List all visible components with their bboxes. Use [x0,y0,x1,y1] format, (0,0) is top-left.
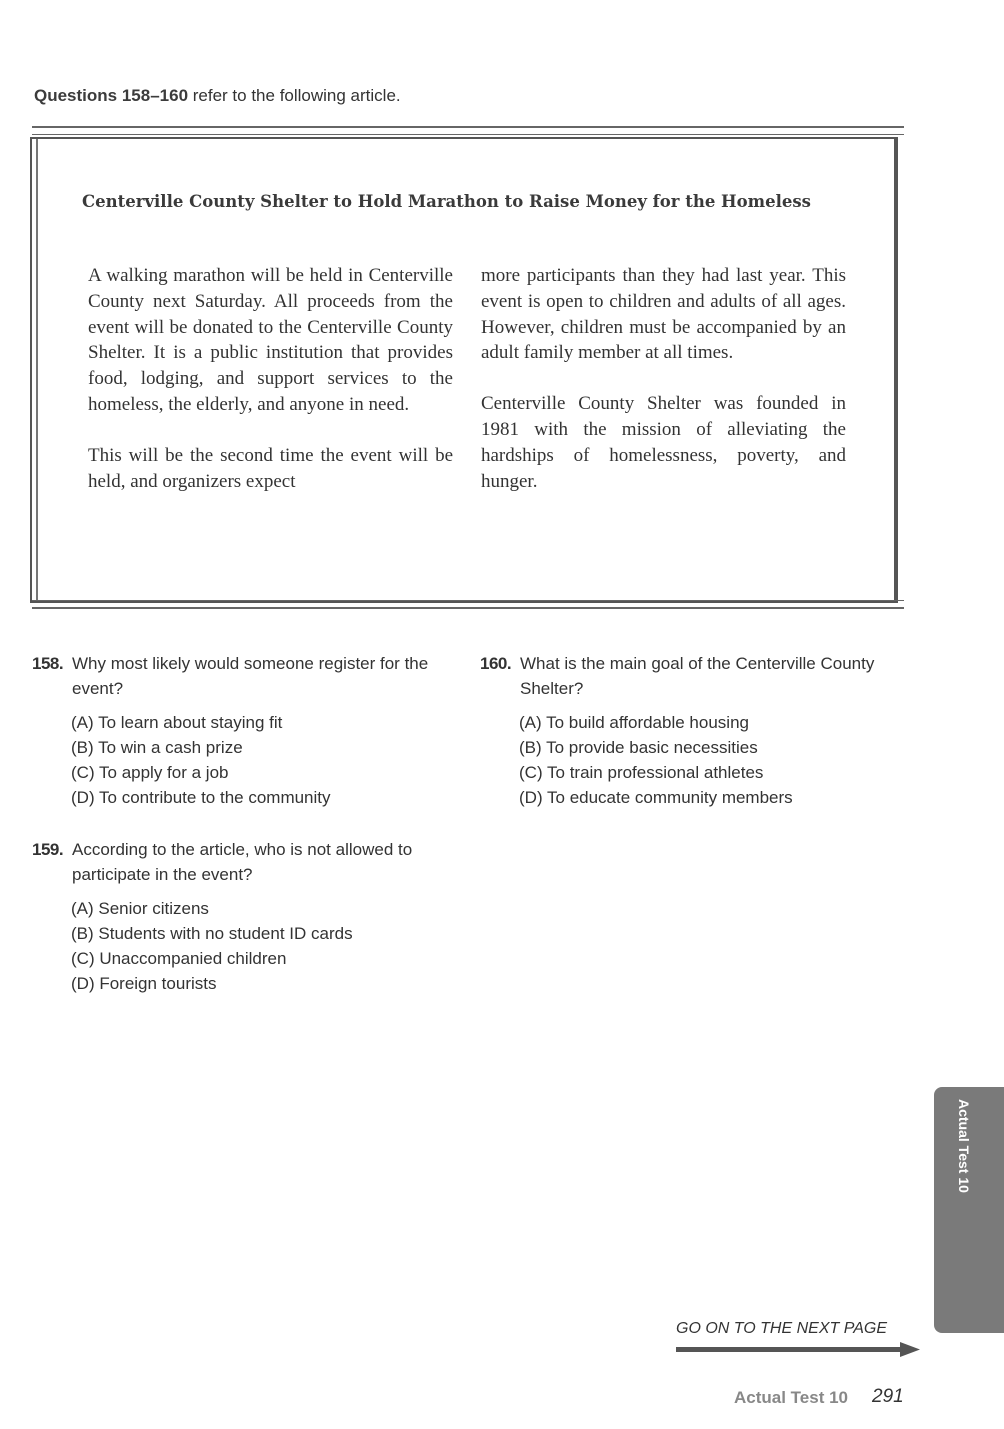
answer-option[interactable]: (B) Students with no student ID cards [71,924,353,943]
answer-option[interactable]: (D) To educate community members [519,788,793,807]
question-160 [480,651,900,810]
answer-option[interactable]: (A) To build affordable housing [519,713,749,732]
arrow-right-icon [676,1341,920,1359]
article-column-right [481,263,846,519]
answer-option[interactable]: (B) To win a cash prize [71,738,243,757]
article-paragraph: Centerville County Shelter was founded in 1981 with the mission of alleviating the hardships of homelessness, poverty, and hunger. [481,393,846,492]
go-on-label: GO ON TO THE NEXT PAGE [676,1320,887,1337]
article-paragraph: This will be the second time the event will be held, and organizers expect [88,444,453,492]
answer-option[interactable]: (C) To train professional athletes [519,763,764,782]
question-159 [32,837,462,996]
page-number: 291 [872,1386,904,1407]
article-border-bottom [32,600,904,609]
footer-label: Actual Test 10 [734,1388,849,1407]
article-border-top [32,126,904,135]
article-paragraph: more participants than they had last year. This event is open to children and adults of all ages. However, children must be accompanied by an adult family member at all times. [481,265,846,364]
answer-option[interactable]: (D) To contribute to the community [71,788,331,807]
article-column-left [88,263,453,519]
question-number: 159. [32,840,64,859]
question-number: 160. [480,654,512,673]
question-number: 158. [32,654,64,673]
side-tab-label: Actual Test 10 [956,1099,972,1193]
answer-option[interactable]: (A) Senior citizens [71,899,209,918]
question-stem: Why most likely would someone register for the event? [72,654,429,698]
answer-option[interactable]: (A) To learn about staying fit [71,713,283,732]
question-stem: According to the article, who is not allowed to participate in the event? [72,840,413,884]
article-title: Centerville County Shelter to Hold Marathon to Raise Money for the Homeless [82,192,811,211]
question-158 [32,651,462,810]
question-stem: What is the main goal of the Centerville County Shelter? [520,654,875,698]
answer-option[interactable]: (D) Foreign tourists [71,974,217,993]
instructions: Questions 158–160 refer to the following article. [34,86,401,105]
answer-option[interactable]: (C) To apply for a job [71,763,229,782]
side-tab [934,1087,1004,1333]
answer-option[interactable]: (B) To provide basic necessities [519,738,758,757]
answer-option[interactable]: (C) Unaccompanied children [71,949,287,968]
article-paragraph: A walking marathon will be held in Centerville County next Saturday. All proceeds from the event will be donated to the Centerville County Shelter. It is a public institution that provides food, lodging, and support services to the homeless, the elderly, and anyone in need. [88,265,453,415]
